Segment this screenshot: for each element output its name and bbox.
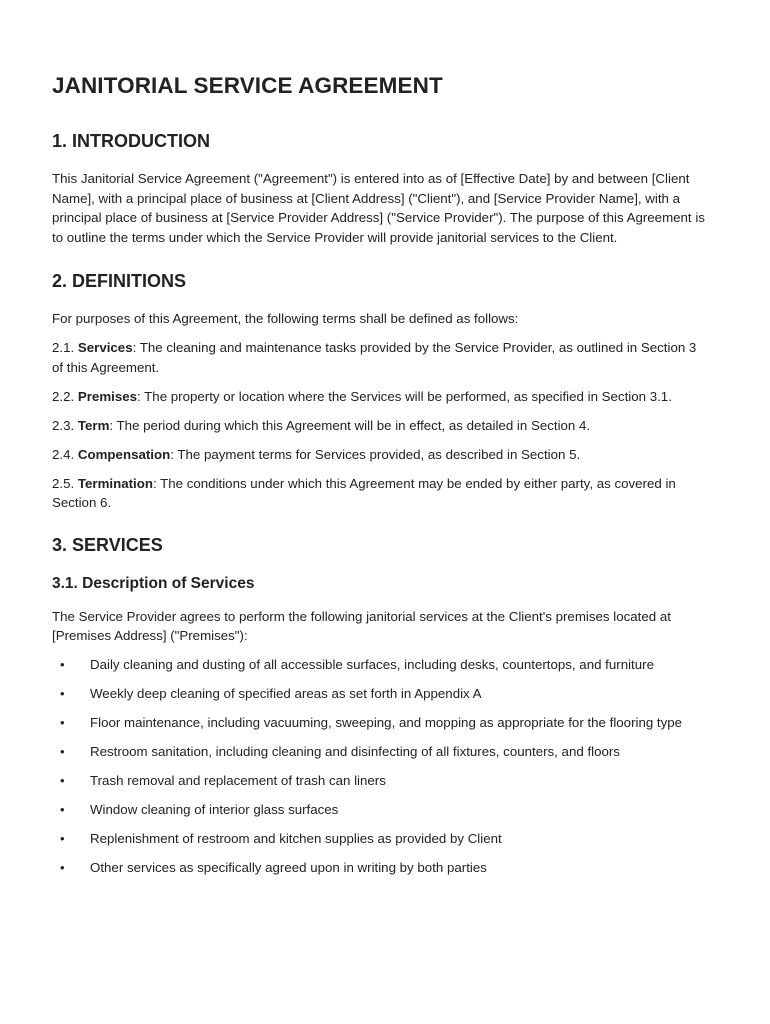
list-item — [52, 829, 710, 849]
definition-number: 2.4. — [52, 446, 78, 462]
introduction-text: This Janitorial Service Agreement ("Agreement") is entered into as of [Effective Date] by and between [Client Name], with a principal place of business at [Client Address] ("Client"), and [Service Provider Name], with a principal place of business at [Service Provider Address] ("Service Provider"). The purpose of this Agreement is to outline the terms under which the Service Provider will provide janitorial services to the Client. — [52, 171, 705, 245]
bullet-icon: • — [60, 656, 65, 672]
list-item-text: Replenishment of restroom and kitchen supplies as provided by Client — [90, 830, 502, 846]
list-item — [52, 800, 710, 820]
list-item-text: Window cleaning of interior glass surfaces — [90, 801, 339, 817]
definition-term: Services — [77, 340, 133, 355]
bullet-icon: • — [60, 685, 65, 701]
bullet-icon: • — [60, 714, 65, 730]
definition-item — [52, 474, 710, 513]
services-section — [52, 533, 710, 878]
services-subheading: 3.1. Description of Services — [52, 574, 255, 592]
definitions-heading: 2. DEFINITIONS — [52, 271, 187, 291]
services-lead: The Service Provider agrees to perform the following janitorial services at the Client's premises located at [Premises Address] ("Premises"): — [52, 608, 671, 643]
bullet-icon: • — [60, 830, 65, 846]
introduction-section — [52, 129, 710, 247]
list-item — [52, 684, 710, 704]
list-item-text: Trash removal and replacement of trash can liners — [90, 772, 386, 788]
services-list — [52, 655, 710, 878]
definition-item — [52, 387, 710, 407]
definition-text: : The cleaning and maintenance tasks provided by the Service Provider, as outlined in Section 3 of this Agreement. — [52, 340, 697, 375]
definition-number: 2.3. — [52, 417, 78, 433]
document-title: JANITORIAL SERVICE AGREEMENT — [52, 73, 443, 98]
list-item — [52, 713, 710, 733]
definition-text: : The conditions under which this Agreement may be ended by either party, as covered in Section 6. — [52, 475, 676, 510]
definition-item — [52, 416, 710, 436]
list-item-text: Floor maintenance, including vacuuming, sweeping, and mopping as appropriate for the flooring type — [90, 714, 683, 730]
definition-text: : The payment terms for Services provided, as described in Section 5. — [170, 446, 581, 462]
list-item-text: Daily cleaning and dusting of all accessible surfaces, including desks, countertops, and furniture — [90, 656, 654, 672]
definition-text: : The property or location where the Services will be performed, as specified in Section 3.1. — [137, 388, 672, 404]
definition-term: Premises — [77, 388, 138, 404]
definition-term: Compensation — [77, 446, 171, 462]
list-item-text: Weekly deep cleaning of specified areas as set forth in Appendix A — [90, 685, 482, 701]
bullet-icon: • — [60, 743, 65, 759]
definition-term: Term — [77, 417, 110, 433]
list-item — [52, 771, 710, 791]
definitions-section — [52, 269, 710, 513]
definition-number: 2.2. — [52, 388, 78, 404]
services-heading: 3. SERVICES — [52, 534, 163, 555]
list-item — [52, 742, 710, 762]
bullet-icon: • — [60, 801, 65, 817]
definition-number: 2.5. — [52, 475, 78, 491]
definition-item — [52, 338, 710, 377]
definition-number: 2.1. — [52, 340, 78, 355]
bullet-icon: • — [60, 859, 65, 875]
bullet-icon: • — [60, 772, 65, 788]
definition-text: : The period during which this Agreement will be in effect, as detailed in Section 4. — [109, 417, 591, 433]
list-item — [52, 858, 710, 878]
list-item-text: Restroom sanitation, including cleaning and disinfecting of all fixtures, counters, and floors — [90, 743, 620, 759]
definition-item — [52, 445, 710, 465]
introduction-heading: 1. INTRODUCTION — [52, 131, 211, 151]
list-item — [52, 655, 710, 675]
list-item-text: Other services as specifically agreed upon in writing by both parties — [90, 859, 487, 875]
definitions-lead: For purposes of this Agreement, the following terms shall be defined as follows: — [52, 311, 519, 326]
definition-term: Termination — [77, 475, 153, 491]
